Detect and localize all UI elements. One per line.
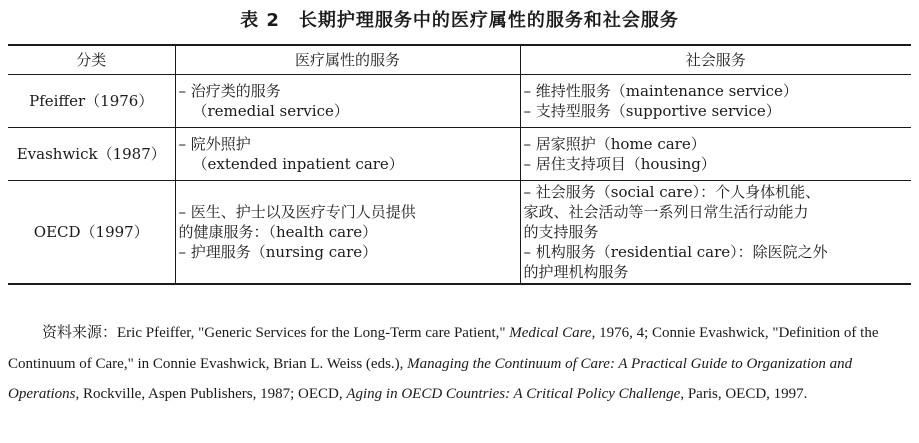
source-report-title: Aging in OECD Countries: A Critical Policy Challenge <box>346 386 681 402</box>
cell-line: – 院外照护 <box>178 135 251 153</box>
source-prefix: 资料来源： <box>42 325 118 341</box>
table-row-pfeiffer <box>8 75 911 128</box>
cell-line: – 居家照护（home care） <box>523 135 706 153</box>
source-note <box>8 318 911 410</box>
header-medical-services: 医疗属性的服务 <box>175 45 520 75</box>
cell-line: – 支持型服务（supportive service） <box>523 102 781 120</box>
row-category: Evashwick（1987） <box>8 128 175 181</box>
care-services-table <box>8 44 911 285</box>
row-category: Pfeiffer（1976） <box>8 75 175 128</box>
row-medical-cell <box>175 128 520 181</box>
source-book-title: Managing the Continuum of Care: A Practical Guide to Organization and Operations <box>8 355 853 402</box>
table-header-row <box>8 45 911 75</box>
cell-line: 的护理机构服务 <box>523 263 629 281</box>
source-text: , Paris, OECD, 1997. <box>680 386 808 402</box>
cell-line: – 机构服务（residential care）：除医院之外 <box>523 243 828 261</box>
cell-line: 的支持服务 <box>523 223 599 241</box>
source-journal: Medical Care <box>509 325 592 341</box>
table-title: 表 2 长期护理服务中的医疗属性的服务和社会服务 <box>240 10 679 31</box>
row-social-cell <box>520 181 911 285</box>
cell-line: 的健康服务：（health care） <box>178 223 378 241</box>
cell-line: （extended inpatient care） <box>192 155 404 173</box>
header-social-services: 社会服务 <box>520 45 911 75</box>
cell-line: – 护理服务（nursing care） <box>178 243 378 261</box>
cell-line: – 治疗类的服务 <box>178 82 281 100</box>
table-row-oecd <box>8 181 911 285</box>
row-medical-cell <box>175 75 520 128</box>
table-row-evashwick <box>8 128 911 181</box>
source-text: , 1976, 4; Connie Evashwick, "Definition of the Continuum of Care," in Connie Evashwick, Brian L. Weiss (eds.), <box>8 325 879 372</box>
cell-line: – 居住支持项目（housing） <box>523 155 716 173</box>
header-category: 分类 <box>8 45 175 75</box>
cell-line: 家政、社会活动等一系列日常生活行动能力 <box>523 203 809 221</box>
cell-line: – 社会服务（social care）：个人身体机能、 <box>523 183 821 201</box>
source-text: , Rockville, Aspen Publishers, 1987; OECD, <box>75 386 347 402</box>
cell-line: – 维持性服务（maintenance service） <box>523 82 798 100</box>
row-category: OECD（1997） <box>8 181 175 285</box>
cell-line: （remedial service） <box>192 102 349 120</box>
row-social-cell <box>520 128 911 181</box>
row-medical-cell <box>175 181 520 285</box>
cell-line: – 医生、护士以及医疗专门人员提供 <box>178 203 416 221</box>
source-text: Eric Pfeiffer, "Generic Services for the Long-Term care Patient," <box>117 325 510 341</box>
row-social-cell <box>520 75 911 128</box>
